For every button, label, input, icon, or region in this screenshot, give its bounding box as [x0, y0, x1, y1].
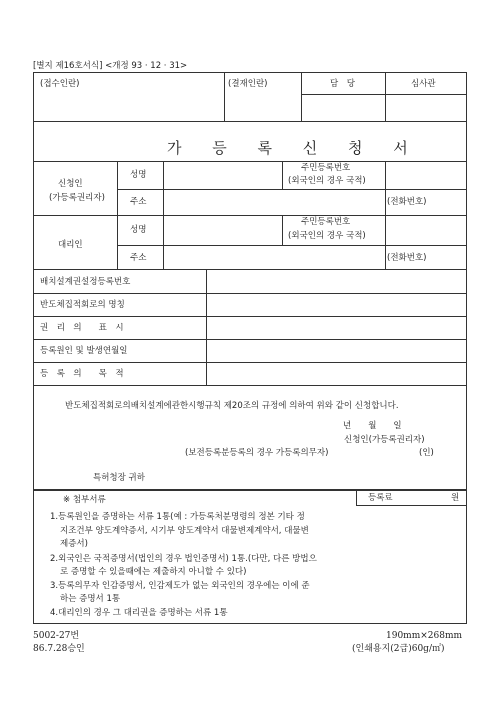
paper-spec: (인쇄용지(2급)60g/㎡) — [352, 644, 445, 654]
agent-id-field[interactable] — [386, 216, 466, 244]
attachment-line: 3.등록의무자 인감증명서, 인감제도가 없는 외국인의 경우에는 이에 준 — [50, 581, 310, 591]
approval-stamp-box: (결재인란) — [228, 79, 268, 89]
applicant-sublabel: (가등록권리자) — [49, 193, 105, 203]
layout-reg-no-field[interactable] — [207, 270, 466, 292]
applicant-address-label: 주소 — [130, 197, 147, 207]
attachment-line: 2.외국인은 국적증명서(법인의 경우 법인증명서) 1통.(다만, 다른 방법으 — [50, 554, 317, 564]
agent-id-sublabel: (외국인의 경우 국적) — [288, 231, 366, 241]
applicant-id-field[interactable] — [386, 162, 466, 188]
field-label-right-indication: 권 리 의 표 시 — [40, 323, 124, 333]
addressee: 특허청장 귀하 — [93, 473, 145, 483]
attachment-line: 하는 증명서 1통 — [60, 594, 121, 604]
fee-unit: 원 — [451, 493, 460, 503]
form-reference: [별지 제16호서식] <개정 93 · 12 · 31> — [33, 61, 188, 71]
agent-id-label: 주민등록번호 — [301, 217, 351, 227]
approval-date: 86.7.28승인 — [33, 644, 85, 654]
applicant-label: 신청인 — [58, 179, 83, 189]
attachment-line: 제증서) — [60, 539, 88, 549]
application-statement: 반도체집적회로의배치설계에관한시행규칙 제20조의 규정에 의하여 위와 같이 신청합니다. — [65, 401, 399, 411]
attachment-line: 1.등록원인을 증명하는 서류 1통(예 : 가등록처분명령의 정본 기타 정 — [50, 512, 305, 522]
signer-label: 신청인(가등록권리자) — [344, 435, 425, 445]
applicant-name-label: 성명 — [130, 170, 147, 180]
officer-label: 담 당 — [330, 79, 355, 89]
applicant-phone-label: (전화번호) — [387, 197, 427, 207]
attachments-heading: ※ 첨부서류 — [63, 495, 106, 505]
applicant-address-field[interactable] — [164, 190, 384, 214]
agent-address-label: 주소 — [130, 253, 147, 263]
seal-mark: (인) — [419, 448, 434, 458]
applicant-id-sublabel: (외국인의 경우 국적) — [288, 176, 366, 186]
form-title: 가 등 록 신 청 서 — [167, 139, 421, 157]
attachment-line: 4.대리인의 경우 그 대리권을 증명하는 서류 1통 — [50, 608, 228, 618]
field-label-layout-reg-no: 배치설계권설정등록번호 — [40, 277, 131, 287]
paper-size: 190mm×268mm — [386, 631, 463, 641]
circuit-name-field[interactable] — [207, 294, 466, 315]
date-line: 년 월 일 — [343, 421, 402, 431]
fee-amount-field[interactable] — [395, 491, 449, 504]
agent-label: 대리인 — [58, 240, 83, 250]
field-label-purpose: 등 록 의 목 적 — [40, 369, 124, 379]
attachment-line: 로 증명할 수 있을때에는 제출하지 아니할 수 있다) — [60, 567, 247, 577]
agent-phone-label: (전화번호) — [387, 253, 427, 263]
field-label-cause-date: 등록원인 및 발생연월일 — [40, 346, 128, 356]
signer-note: (보전등록분등록의 경우 가등록의무자) — [185, 448, 329, 458]
receipt-stamp-box: (접수인란) — [40, 79, 80, 89]
form-code: 5002-27번 — [33, 631, 80, 641]
field-label-circuit-name: 반도체집적회로의 명칭 — [40, 300, 125, 310]
agent-address-field[interactable] — [164, 246, 384, 268]
purpose-field[interactable] — [207, 363, 466, 384]
right-indication-field[interactable] — [207, 317, 466, 338]
applicant-id-label: 주민등록번호 — [301, 163, 351, 173]
fee-label: 등록료 — [368, 493, 393, 503]
cause-date-field[interactable] — [207, 340, 466, 361]
agent-name-label: 성명 — [130, 225, 147, 235]
attachment-line: 지조건부 양도계약증서, 시기부 양도계약서 대물변제계약서, 대물변 — [60, 526, 309, 536]
examiner-label: 심사관 — [411, 79, 436, 89]
applicant-name-field[interactable] — [164, 162, 281, 188]
agent-name-field[interactable] — [164, 216, 281, 244]
